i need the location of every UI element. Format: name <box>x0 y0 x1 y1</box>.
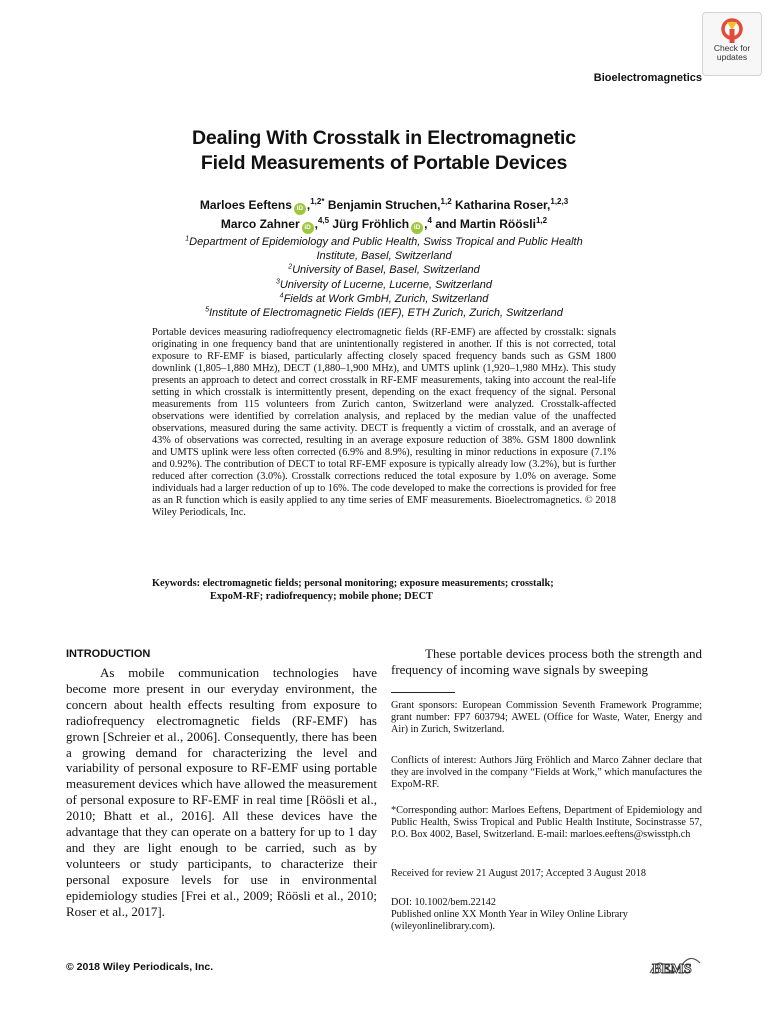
section-heading-introduction: INTRODUCTION <box>66 648 151 660</box>
affiliation-line <box>0 235 768 249</box>
check-for-updates-badge[interactable] <box>702 12 762 76</box>
author-line-1: Marloes Eeftens iD ,$^{1,2*}$ Benjamin Struchen,$^{1,2}$ Katharina Roser,$^{1,2,3}$ <box>0 196 768 215</box>
affil-text: Institute of Electromagnetic Fields (IEF), ETH Zurich, Zurich, Switzerland <box>208 307 563 320</box>
affil-number: 2 <box>288 263 293 271</box>
footnote-grant: Grant sponsors: European Commission Seventh Framework Programme; grant number: FP7 603794; AWEL (Office for Waste, Water, Energy and Air) in Zurich, Switzerland. <box>391 700 702 736</box>
author-joiner: and <box>435 217 457 231</box>
affiliations <box>0 235 768 320</box>
affiliation-line <box>0 263 768 277</box>
keywords-line-1: electromagnetic fields; personal monitoring; exposure measurements; crosstalk; <box>202 578 554 589</box>
affil-text: Fields at Work GmbH, Zurich, Switzerland <box>283 292 489 305</box>
affil-number: 1 <box>185 235 190 243</box>
author-affil-sup: 1,2 <box>440 197 452 206</box>
title-line-2: Field Measurements of Portable Devices <box>200 152 568 174</box>
affil-number: 4 <box>279 292 284 300</box>
footnote-doi-block <box>391 897 702 934</box>
title-line-1: Dealing With Crosstalk in Electromagnetic <box>192 127 576 149</box>
affil-number: 5 <box>205 306 209 314</box>
intro-paragraph-left: As mobile communication technologies have become more present in our everyday environment, the concern about health effects resulting from exposure to radiofrequency electromagnetic fields (RF-EMF) has grown [Schreier et al., 2006]. Consequently, there has been a growing demand for characterizing the level and variability of personal exposure to RF-EMF using portable measurement devices which have allowed the measurement of personal exposure to RF-EMF in real time [Röösli et al., 2010; Bhatt et al., 2016]. All these devices have the advantage that they can operate on a battery for up to 1 day and they are light enough to be carried, such as by volunteers or study participants, to characterize their personal exposure levels for use in environmental epidemiology studies [Frei et al., 2009; Röösli et al., 2010; Roser et al., 2017]. <box>66 665 377 919</box>
affil-text: Department of Epidemiology and Public Health, Swiss Tropical and Public Health <box>189 236 583 248</box>
affil-text: University of Lucerne, Lucerne, Switzerland <box>279 278 493 291</box>
keywords-line-2: ExpoM-RF; radiofrequency; mobile phone; DECT <box>210 591 433 602</box>
corresponding-mark: * <box>321 197 325 206</box>
author-affil-sup: 1,2,3 <box>550 197 569 206</box>
abstract: Portable devices measuring radiofrequency electromagnetic fields (RF-EMF) are affected by crosstalk: signals originating in one frequency band that are unintentionally registered in another. If this is not corrected, total exposure to RF-EMF is biased, particularly affecting closely spaced frequency bands such as GSM 1800 downlink (1,805–1,880 MHz), DECT (1,880–1,900 MHz), and UMTS uplink (1,920–1,980 MHz). This study presents an approach to detect and correct crosstalk in RF-EMF measurements, taking into account the real-life setting in which crosstalk is intermittently present, depending on the exact frequency of the signal. Personal measurements from 115 volunteers from Zurich canton, Switzerland were analyzed. Crosstalk-affected observations were identified by correlation analysis, and replaced by the median value of the unaffected observations, measured during the same activity. DECT is frequently a victim of crosstalk, and an average of 43% of observations was corrected, resulting in an average exposure reduction of 38%. GSM 1800 downlink and UMTS uplink were less often corrected (6.9% and 8.9%), resulting in minor reductions in exposure (7.1% and 0.92%). The contribution of DECT to total RF-EMF exposure is typically already low (3.2%), but is further reduced after correction (3.0%). Crosstalk corrections reduced the total exposure by 1.0% on average. Some individuals had a larger reduction of up to 16%. The code developed to make the corrections is provided for free as an R function which is easily applied to any time series of EMF measurements. Bioelectromagnetics. © 2018 Wiley Periodicals, Inc. <box>152 327 616 518</box>
affil-number: 3 <box>275 277 280 285</box>
affiliation-line <box>0 278 768 292</box>
affiliation-line <box>0 306 768 320</box>
badge-line-2: updates <box>716 52 748 62</box>
author-name: Marloes Eeftens <box>199 198 292 212</box>
footnote-corresponding: *Corresponding author: Marloes Eeftens, Department of Epidemiology and Public Health, Swiss Tropical and Public Health Institute, Socinstrasse 57, P.O. Box 4002, Basel, Switzerland. E-mail: marloes.eeftens@swisstph.ch <box>391 805 702 841</box>
affiliation-line <box>0 249 768 263</box>
doi-text[interactable]: DOI: 10.1002/bem.22142 <box>391 897 496 908</box>
author-name: Marco Zahner <box>220 217 300 231</box>
author-name: Katharina Roser <box>454 198 548 212</box>
keywords <box>152 577 616 603</box>
crossmark-icon <box>721 18 743 44</box>
affil-text: Institute, Basel, Switzerland <box>316 250 452 263</box>
copyright-notice: © 2018 Wiley Periodicals, Inc. <box>66 961 214 973</box>
author-line-2: Marco Zahner iD ,$^{4,5}$ Jürg Fröhlich iD ,$^4$ and Martin Röösli$^{1,2}$ <box>0 215 768 234</box>
journal-name: Bioelectromagnetics <box>593 72 702 84</box>
affil-text: University of Basel, Basel, Switzerland <box>292 264 480 277</box>
bems-logo-icon <box>648 951 706 981</box>
author-name: Jürg Fröhlich <box>332 217 410 231</box>
author-affil-sup: 1,2 <box>535 216 548 225</box>
author-name: Martin Röösli <box>459 217 536 231</box>
paper-title <box>0 126 768 176</box>
footnote-received: Received for review 21 August 2017; Accepted 3 August 2018 <box>391 868 646 879</box>
author-name: Benjamin Struchen <box>327 198 438 212</box>
author-affil-sup: 4,5 <box>317 216 330 225</box>
orcid-icon[interactable]: iD <box>411 222 423 234</box>
keywords-label: Keywords: <box>152 578 201 589</box>
affiliation-line <box>0 292 768 306</box>
orcid-icon[interactable]: iD <box>294 203 306 215</box>
badge-line-1: Check for <box>713 43 751 53</box>
footnote-divider <box>391 692 455 693</box>
author-affil-sup: 4 <box>427 216 432 225</box>
bems-logo-text: BEMS <box>652 962 692 977</box>
author-affil-sup: 1,2 <box>310 197 322 206</box>
published-text: Published online XX Month Year in Wiley Online Library (wileyonlinelibrary.com). <box>391 909 628 933</box>
orcid-icon[interactable]: iD <box>302 222 314 234</box>
author-list <box>0 196 768 234</box>
intro-paragraph-right: These portable devices process both the strength and frequency of incoming wave signals by sweeping <box>391 646 702 677</box>
footnote-conflicts: Conflicts of interest: Authors Jürg Fröhlich and Marco Zahner declare that they are involved in the company “Fields at Work,” which manufactures the ExpoM-RF. <box>391 755 702 791</box>
bems-logo <box>648 951 706 986</box>
